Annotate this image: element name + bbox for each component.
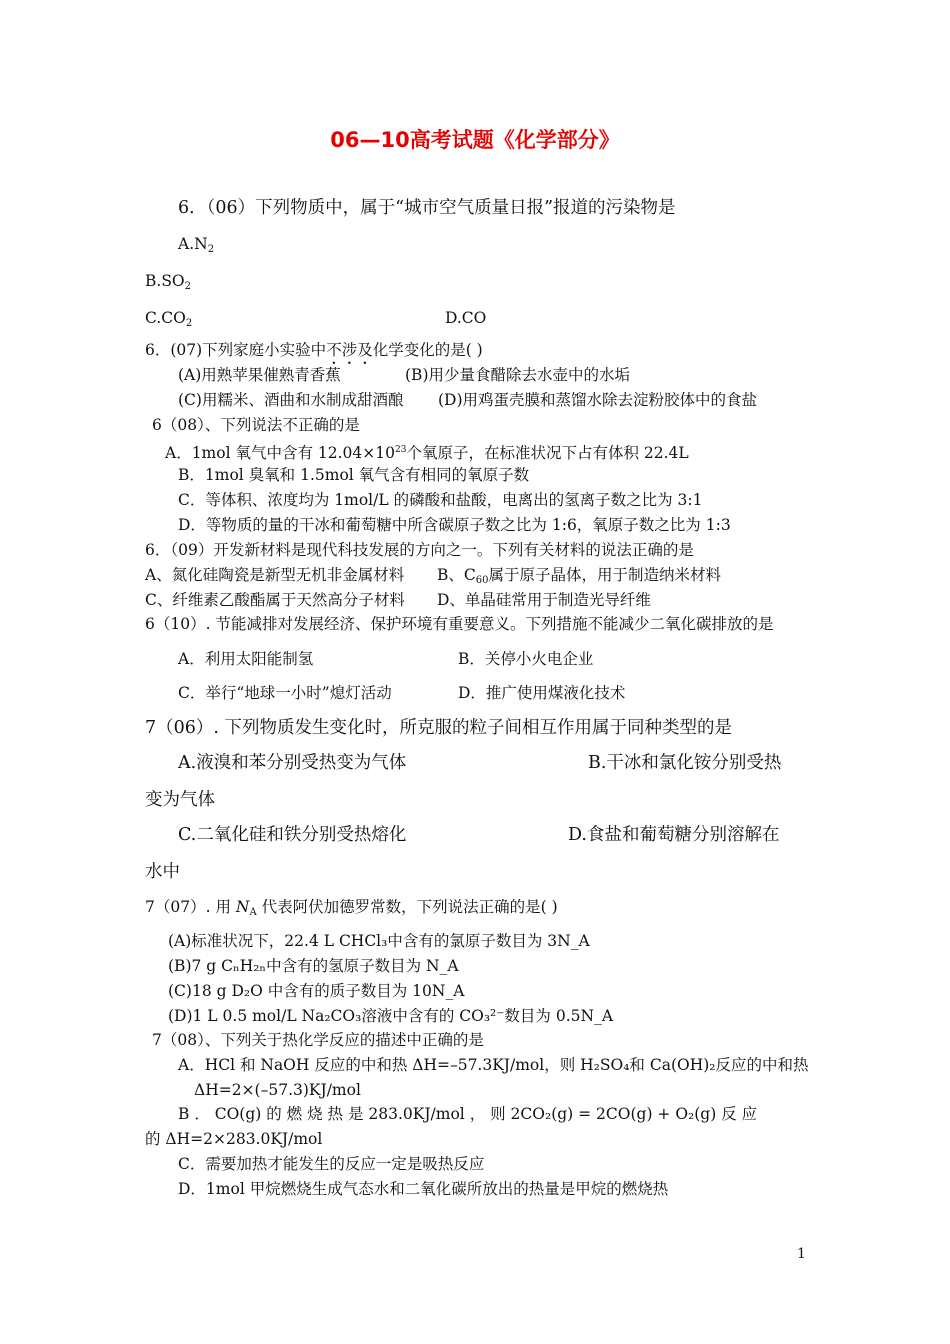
q6-07-option-d: (D)用鸡蛋壳膜和蒸馏水除去淀粉胶体中的食盐 xyxy=(438,391,758,409)
q7-06-option-d: D.食盐和葡萄糖分别溶解在 xyxy=(568,825,780,845)
q6-09-option-d: D、单晶硅常用于制造光导纤维 xyxy=(437,591,651,609)
q6-10-option-c: C．举行“地球一小时”熄灯活动 xyxy=(178,684,392,702)
q7-07-option-c: (C)18 g D₂O 中含有的质子数目为 10N_A xyxy=(168,982,465,1000)
q7-08-option-b: B ． CO(g) 的 燃 烧 热 是 283.0KJ/mol ， 则 2CO₂(g) = 2CO(g) + O₂(g) 反 应 xyxy=(178,1105,758,1123)
q6-06-stem: 6．（06）下列物质中，属于“城市空气质量日报”报道的污染物是 xyxy=(178,198,676,218)
q6-08-option-c: C．等体积、浓度均为 1mol/L 的磷酸和盐酸，电离出的氢离子数之比为 3:1 xyxy=(178,491,703,509)
q6-09-option-b: B、$C_{60}$属于原子晶体，用于制造纳米材料 xyxy=(437,566,722,586)
q7-08-option-a: A．HCl 和 NaOH 反应的中和热 ΔH=–57.3KJ/mol，则 H₂SO₄和 Ca(OH)₂反应的中和热 xyxy=(178,1056,809,1074)
q7-06-option-c: C.二氧化硅和铁分别受热熔化 xyxy=(178,825,407,845)
q7-07-option-b: (B)7 g CₙH₂ₙ中含有的氢原子数目为 N_A xyxy=(168,957,459,975)
q7-06-option-d-cont: 水中 xyxy=(145,862,180,882)
q6-06-option-a: $A.N_2$ xyxy=(178,235,215,255)
q6-10-stem: 6（10）. 节能减排对发展经济、保护环境有重要意义。下列措施不能减少二氧化碳排放的是 xyxy=(145,615,774,633)
q7-07-option-a: (A)标准状况下，22.4 L CHCl₃中含有的氯原子数目为 3N_A xyxy=(168,932,590,950)
q7-06-option-b-cont: 变为气体 xyxy=(145,790,215,810)
q6-09-stem: 6．（09）开发新材料是现代科技发展的方向之一。下列有关材料的说法正确的是 xyxy=(145,541,694,559)
q6-08-option-a: A．1mol 氧气中含有 $12.04\times 10^{23}$个氧原子，在标准状况下占有体积 22.4L xyxy=(165,444,689,462)
q6-10-option-a: A．利用太阳能制氢 xyxy=(178,650,314,668)
q7-06-option-b: B.干冰和氯化铵分别受热 xyxy=(588,753,782,773)
q7-07-stem: 7（07）. 用 $N_A$ 代表阿伏加德罗常数，下列说法正确的是( ) xyxy=(145,898,558,918)
q7-06-option-a: A.液溴和苯分别受热变为气体 xyxy=(178,753,407,773)
emphasis-dots: 不涉及 xyxy=(326,341,373,359)
q7-08-option-a-cont: ΔH=2×(–57.3)KJ/mol xyxy=(194,1081,361,1099)
q6-07-option-a: (A)用熟苹果催熟青香蕉 xyxy=(178,366,341,384)
q7-06-stem: 7（06）. 下列物质发生变化时，所克服的粒子间相互作用属于同种类型的是 xyxy=(145,718,733,738)
q7-08-option-b-cont: 的 ΔH=2×283.0KJ/mol xyxy=(145,1130,323,1148)
page-number: 1 xyxy=(797,1246,806,1262)
q6-06-option-c: $C.CO_2$ xyxy=(145,309,193,329)
q6-10-option-d: D．推广使用煤液化技术 xyxy=(458,684,626,702)
q6-08-option-b: B．1mol 臭氧和 1.5mol 氧气含有相同的氧原子数 xyxy=(178,466,530,484)
q6-07-stem: 6．(07)下列家庭小实验中不涉及化学变化的是( ) xyxy=(145,341,483,359)
q6-09-option-c: C、纤维素乙酸酯属于天然高分子材料 xyxy=(145,591,405,609)
q6-08-option-d: D．等物质的量的干冰和葡萄糖中所含碳原子数之比为 1:6，氧原子数之比为 1:3 xyxy=(178,516,731,534)
q7-08-option-d: D．1mol 甲烷燃烧生成气态水和二氧化碳所放出的热量是甲烷的燃烧热 xyxy=(178,1180,669,1198)
q7-07-option-d: (D)1 L 0.5 mol/L Na₂CO₃溶液中含有的 CO₃²⁻数目为 0.5N_A xyxy=(168,1007,614,1025)
q7-08-stem: 7（08）、下列关于热化学反应的描述中正确的是 xyxy=(152,1031,484,1049)
q6-09-option-a: A、氮化硅陶瓷是新型无机非金属材料 xyxy=(145,566,405,584)
q6-06-option-b: $B.SO_2$ xyxy=(145,272,192,292)
q6-08-stem: 6（08）、下列说法不正确的是 xyxy=(152,416,360,434)
q6-10-option-b: B．关停小火电企业 xyxy=(458,650,594,668)
page-title: 06—10高考试题《化学部分》 xyxy=(330,128,620,152)
q6-07-option-b: (B)用少量食醋除去水壶中的水垢 xyxy=(405,366,630,384)
q6-07-option-c: (C)用糯米、酒曲和水制成甜酒酿 xyxy=(178,391,404,409)
q7-08-option-c: C．需要加热才能发生的反应一定是吸热反应 xyxy=(178,1155,485,1173)
q6-06-option-d: D.CO xyxy=(445,309,487,327)
